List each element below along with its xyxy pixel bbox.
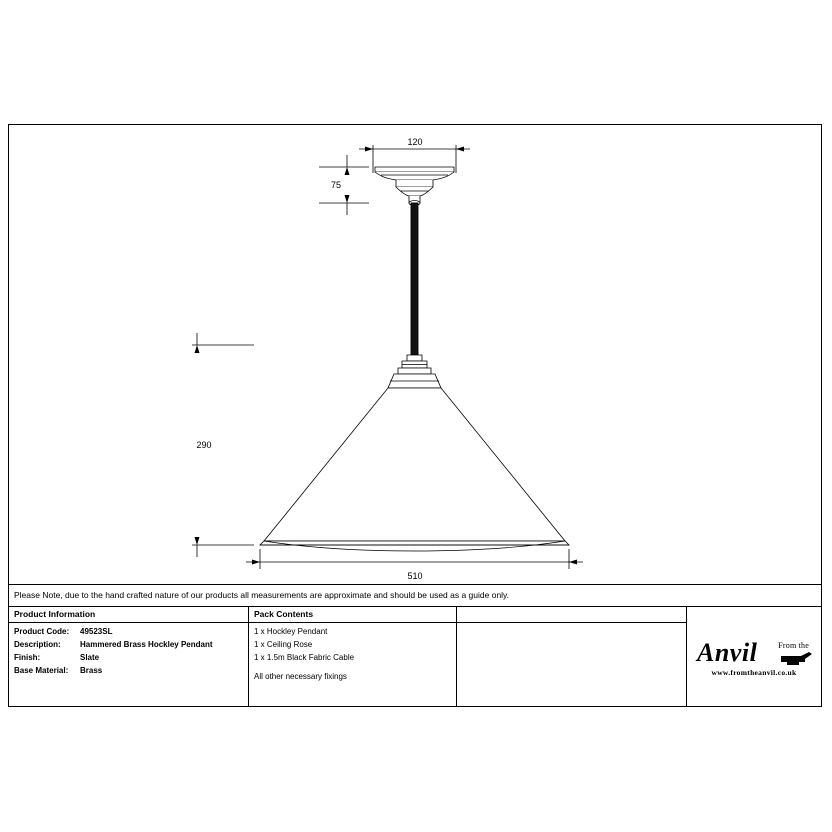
logo-brand-text: Anvil <box>697 637 758 667</box>
spec-value-finish: Slate <box>80 653 100 662</box>
pack-contents-body <box>249 623 456 681</box>
dimension-label-shade-width: 510 <box>407 571 423 581</box>
spec-value-description: Hammered Brass Hockley Pendant <box>80 640 213 649</box>
spec-row-description <box>14 641 248 649</box>
pack-contents-column <box>249 607 457 707</box>
brand-logo <box>687 607 821 707</box>
blank-column <box>457 607 687 707</box>
spec-label-description: Description: <box>14 640 61 649</box>
dimension-label-overall-drop: 290 <box>196 440 212 450</box>
pack-item: 1 x Ceiling Rose <box>254 640 313 649</box>
spec-value-product-code: 49523SL <box>80 627 113 636</box>
blank-column-header <box>457 607 686 623</box>
spec-row-base-material <box>14 667 248 675</box>
spec-row-finish <box>14 654 248 662</box>
measurement-note-text: Please Note, due to the hand crafted nature of our products all measurements are approximate and should be used as a guide only. <box>14 590 510 601</box>
drawing-sheet <box>8 124 822 707</box>
pack-contents-footer: All other necessary fixings <box>254 672 347 681</box>
dimension-label-rose-height: 75 <box>330 180 342 190</box>
pack-item: 1 x Hockley Pendant <box>254 627 328 636</box>
measurement-note-row <box>9 584 821 606</box>
logo-from-the-text: From the <box>778 640 809 650</box>
spec-label-product-code: Product Code: <box>14 627 70 636</box>
logo-column <box>687 607 821 707</box>
product-information-column <box>9 607 249 707</box>
pack-contents-header: Pack Contents <box>249 607 456 623</box>
pack-item: 1 x 1.5m Black Fabric Cable <box>254 653 355 662</box>
anvil-icon <box>779 652 813 668</box>
spec-row-product-code <box>14 628 248 636</box>
logo-url-text: www.fromtheanvil.co.uk <box>711 667 797 677</box>
product-drawing <box>9 125 821 584</box>
spec-label-base-material: Base Material: <box>14 666 69 675</box>
info-table <box>9 606 821 707</box>
spec-value-base-material: Brass <box>80 666 103 675</box>
dimension-label-top-width: 120 <box>407 137 423 147</box>
spec-label-finish: Finish: <box>14 653 41 662</box>
product-information-body <box>9 623 248 675</box>
product-information-header: Product Information <box>9 607 248 623</box>
